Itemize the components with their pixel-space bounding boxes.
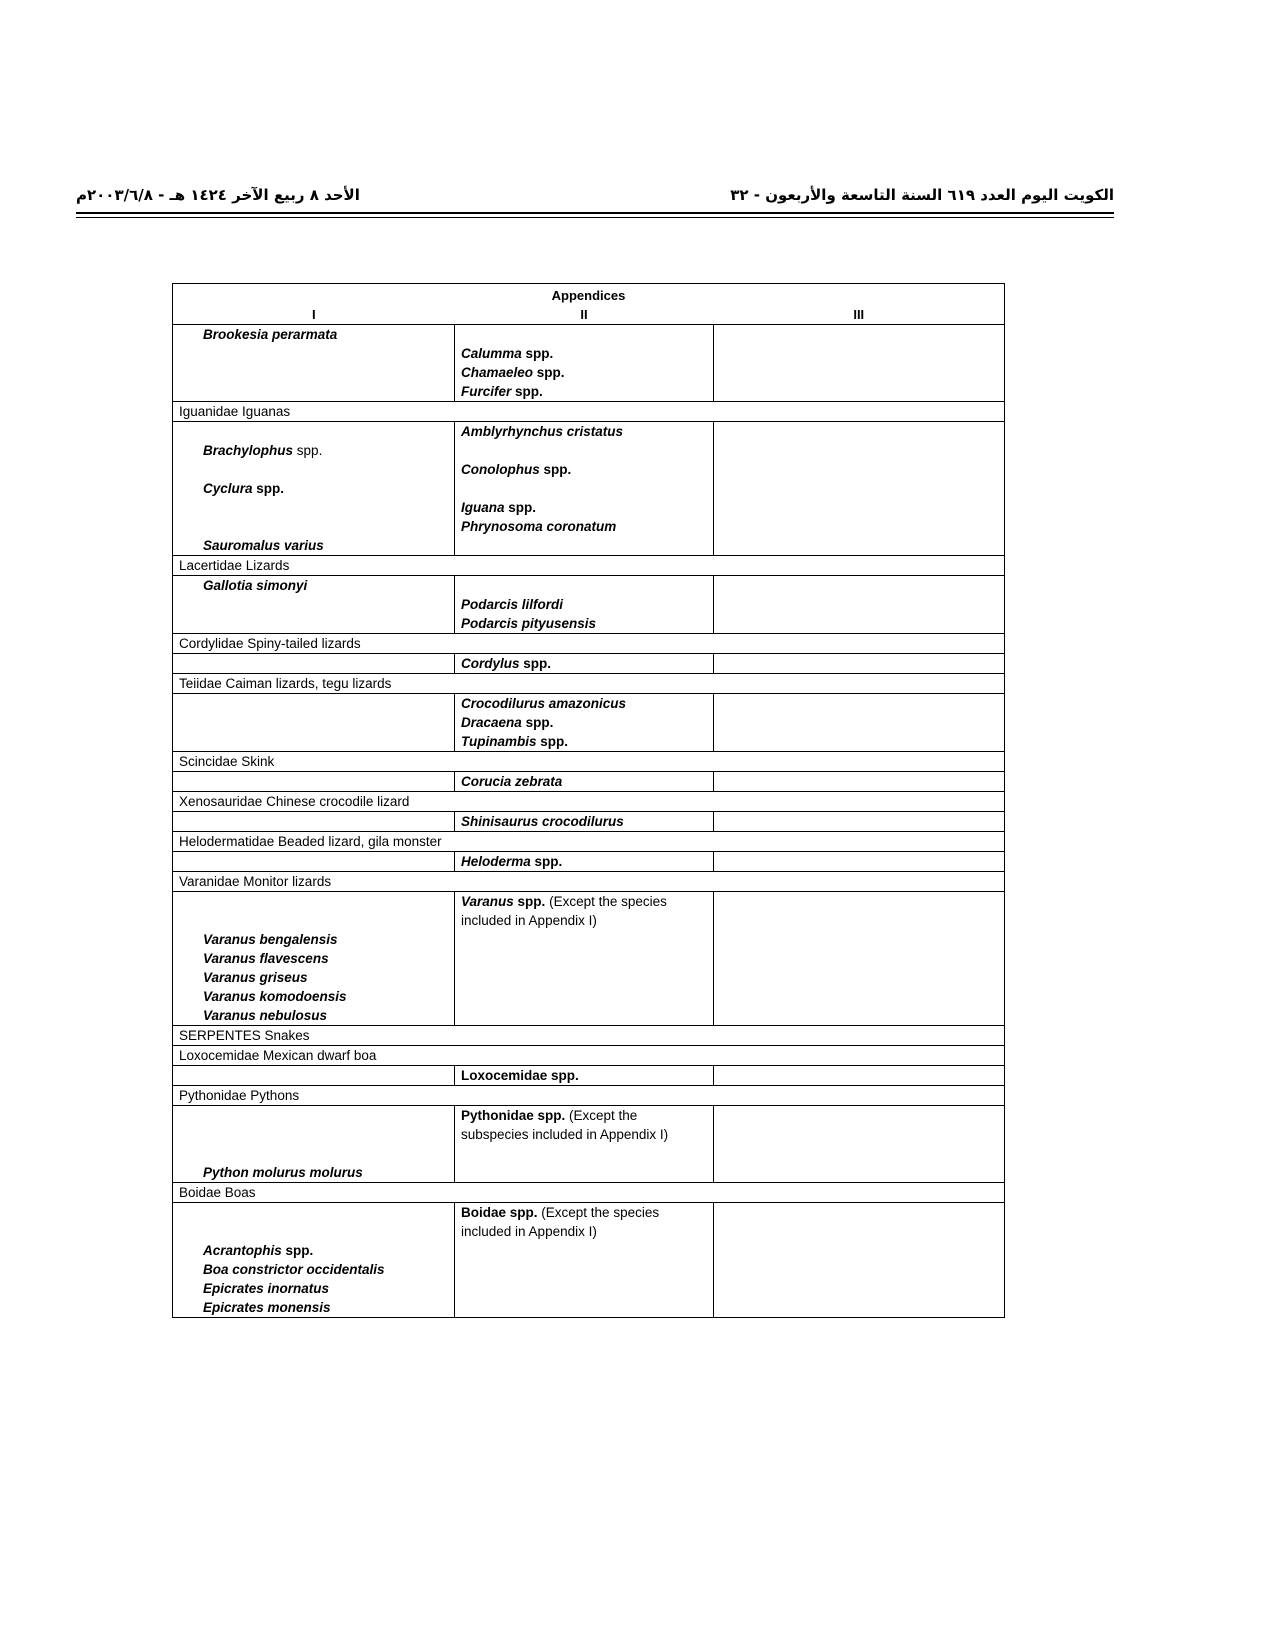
- cell-appendix-ii: [455, 892, 714, 1026]
- cell-appendix-ii: [455, 422, 714, 556]
- cell-appendix-ii: [455, 694, 714, 752]
- cell-appendix-iii: [714, 852, 1005, 872]
- species-name: Furcifer: [461, 384, 512, 399]
- cell-appendix-ii: [455, 325, 714, 402]
- cell-appendix-iii: [714, 576, 1005, 634]
- family-label: Scincidae Skink: [173, 752, 1005, 772]
- table-row: [173, 1203, 1005, 1318]
- exception-note: (Except the subspecies included in Appendix I): [461, 1108, 669, 1142]
- species-name: Acrantophis: [203, 1243, 282, 1258]
- species-name: Phrynosoma coronatum: [461, 519, 617, 534]
- cell-appendix-iii: [714, 1106, 1005, 1183]
- table-row: [173, 576, 1005, 634]
- cell-appendix-iii: [714, 694, 1005, 752]
- exception-note: (Except the species included in Appendix I): [461, 894, 667, 928]
- species-name: Chamaeleo: [461, 365, 534, 380]
- cell-appendix-ii: [455, 852, 714, 872]
- family-row: [173, 634, 1005, 654]
- species-name: Podarcis pityusensis: [461, 616, 597, 631]
- cell-appendix-ii: [455, 1203, 714, 1318]
- cell-appendix-i: [173, 576, 455, 634]
- table-row: [173, 1106, 1005, 1183]
- family-label: Loxocemidae Mexican dwarf boa: [173, 1046, 1005, 1066]
- cell-appendix-ii: [455, 812, 714, 832]
- cell-appendix-i: [173, 852, 455, 872]
- table-row: [173, 852, 1005, 872]
- cell-appendix-i: [173, 892, 455, 1026]
- family-label: Iguanidae Iguanas: [173, 402, 1005, 422]
- family-row: [173, 1046, 1005, 1066]
- header-rule-thin: [76, 217, 1114, 218]
- spp-suffix: spp.: [525, 346, 554, 361]
- table-row: [173, 892, 1005, 1026]
- cell-appendix-ii: [455, 1106, 714, 1183]
- species-name: Shinisaurus crocodilurus: [461, 814, 624, 829]
- column-header-ii: II: [455, 305, 714, 325]
- species-name: Varanus bengalensis: [203, 932, 338, 947]
- species-name: Cyclura: [203, 481, 253, 496]
- table-row: [173, 422, 1005, 556]
- cell-appendix-i: [173, 694, 455, 752]
- family-label: Teiidae Caiman lizards, tegu lizards: [173, 674, 1005, 694]
- cell-appendix-i: [173, 1203, 455, 1318]
- column-header-i: I: [173, 305, 455, 325]
- cell-appendix-iii: [714, 1066, 1005, 1086]
- cell-appendix-iii: [714, 1203, 1005, 1318]
- family-label: Helodermatidae Beaded lizard, gila monster: [173, 832, 1005, 852]
- family-row: [173, 792, 1005, 812]
- cell-appendix-i: [173, 812, 455, 832]
- table-row: [173, 772, 1005, 792]
- species-name: Brachylophus: [203, 443, 294, 458]
- family-row: [173, 674, 1005, 694]
- cell-appendix-iii: [714, 325, 1005, 402]
- spp-suffix: spp.: [256, 481, 285, 496]
- cell-appendix-i: [173, 1066, 455, 1086]
- cell-appendix-iii: [714, 812, 1005, 832]
- species-name: Dracaena: [461, 715, 522, 730]
- table-header-row: [173, 284, 1005, 306]
- species-name: Crocodilurus amazonicus: [461, 696, 627, 711]
- species-name: Conolophus: [461, 462, 540, 477]
- cell-appendix-iii: [714, 422, 1005, 556]
- spp-suffix: spp.: [285, 1243, 314, 1258]
- family-row: [173, 402, 1005, 422]
- species-name: Amblyrhynchus cristatus: [461, 424, 624, 439]
- family-label: Boidae Boas: [173, 1183, 1005, 1203]
- spp-suffix: spp.: [525, 715, 554, 730]
- cell-appendix-iii: [714, 892, 1005, 1026]
- species-name: Gallotia simonyi: [203, 578, 308, 593]
- species-name: Epicrates inornatus: [203, 1281, 330, 1296]
- family-row: [173, 752, 1005, 772]
- family-label: Lacertidae Lizards: [173, 556, 1005, 576]
- table-row: [173, 812, 1005, 832]
- species-name: Iguana: [461, 500, 505, 515]
- family-row: [173, 832, 1005, 852]
- cell-appendix-i: [173, 654, 455, 674]
- cell-appendix-i: [173, 772, 455, 792]
- table-row: [173, 654, 1005, 674]
- family-label: Pythonidae Pythons: [173, 1086, 1005, 1106]
- species-name: Sauromalus varius: [203, 538, 324, 553]
- species-name: Varanus: [461, 894, 514, 909]
- species-name: Boa constrictor occidentalis: [203, 1262, 385, 1277]
- species-name: Python molurus molurus: [203, 1165, 363, 1180]
- species-name: Calumma: [461, 346, 522, 361]
- table-title: Appendices: [173, 284, 1005, 306]
- cell-appendix-ii: [455, 654, 714, 674]
- species-name: Pythonidae spp.: [461, 1108, 566, 1123]
- table-row: [173, 325, 1005, 402]
- species-name: Varanus griseus: [203, 970, 308, 985]
- appendices-table: [172, 283, 1005, 1318]
- species-name: Heloderma: [461, 854, 531, 869]
- species-name: Cordylus: [461, 656, 520, 671]
- exception-note: (Except the species included in Appendix I): [461, 1205, 660, 1239]
- column-header-iii: III: [714, 305, 1005, 325]
- cell-appendix-ii: [455, 576, 714, 634]
- spp-suffix: spp.: [540, 734, 569, 749]
- cell-appendix-ii: [455, 1066, 714, 1086]
- cell-appendix-i: [173, 325, 455, 402]
- family-label: SERPENTES Snakes: [173, 1026, 1005, 1046]
- species-name: Brookesia perarmata: [203, 327, 338, 342]
- spp-suffix: spp.: [523, 656, 552, 671]
- family-label: Varanidae Monitor lizards: [173, 872, 1005, 892]
- cell-appendix-iii: [714, 654, 1005, 674]
- table-row: [173, 694, 1005, 752]
- spp-suffix: spp.: [515, 384, 543, 399]
- cell-appendix-i: [173, 422, 455, 556]
- column-header-row: [173, 305, 1005, 325]
- family-label: Xenosauridae Chinese crocodile lizard: [173, 792, 1005, 812]
- species-name: Loxocemidae spp.: [461, 1068, 579, 1083]
- spp-suffix: spp.: [534, 854, 563, 869]
- species-name: Podarcis lilfordi: [461, 597, 564, 612]
- species-name: Boidae spp.: [461, 1205, 538, 1220]
- table-row: [173, 1066, 1005, 1086]
- cell-appendix-iii: [714, 772, 1005, 792]
- family-row: [173, 872, 1005, 892]
- spp-suffix: spp.: [543, 462, 572, 477]
- family-row: [173, 556, 1005, 576]
- species-name: Varanus komodoensis: [203, 989, 347, 1004]
- cell-appendix-i: [173, 1106, 455, 1183]
- family-row: [173, 1026, 1005, 1046]
- header-issue-info: الكويت اليوم العدد ٦١٩ السنة التاسعة والأربعون - ٣٢: [730, 186, 1114, 204]
- header-date: الأحد ٨ ربيع الآخر ١٤٢٤ هـ - ٢٠٠٣/٦/٨م: [76, 186, 360, 204]
- family-row: [173, 1183, 1005, 1203]
- species-name: Tupinambis: [461, 734, 537, 749]
- species-name: Corucia zebrata: [461, 774, 563, 789]
- spp-suffix: spp.: [296, 443, 323, 458]
- spp-suffix: spp.: [508, 500, 537, 515]
- page-header: [76, 186, 1114, 208]
- family-label: Cordylidae Spiny-tailed lizards: [173, 634, 1005, 654]
- spp-suffix: spp.: [517, 894, 546, 909]
- header-rule: [76, 212, 1114, 214]
- species-name: Epicrates monensis: [203, 1300, 331, 1315]
- species-name: Varanus flavescens: [203, 951, 329, 966]
- species-name: Varanus nebulosus: [203, 1008, 328, 1023]
- cell-appendix-ii: [455, 772, 714, 792]
- spp-suffix: spp.: [536, 365, 565, 380]
- family-row: [173, 1086, 1005, 1106]
